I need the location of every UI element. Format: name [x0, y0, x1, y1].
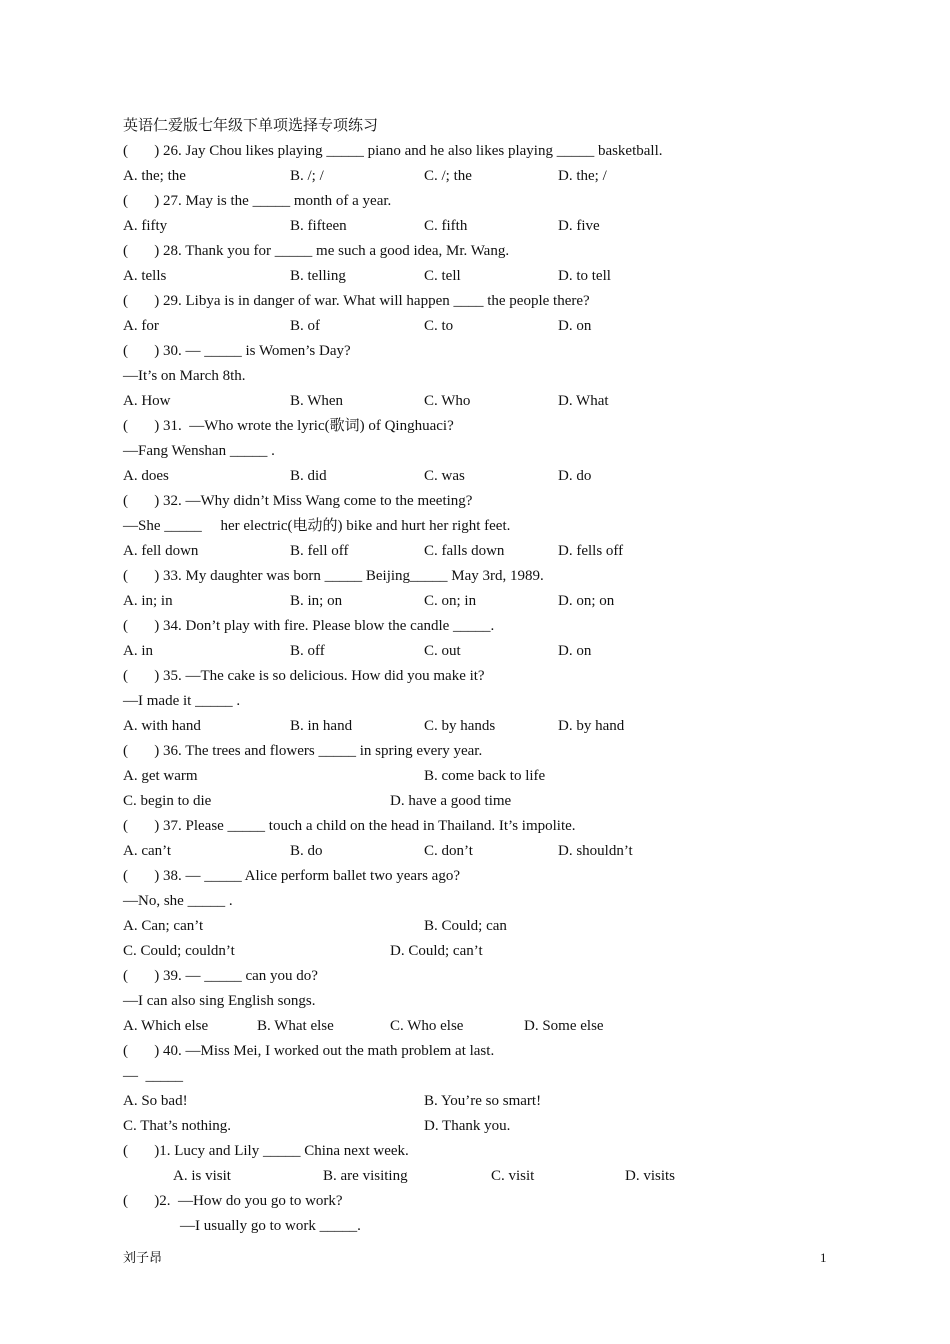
option-d: D. Thank you. [424, 1118, 511, 1134]
option-a: A. Which else [123, 1018, 209, 1034]
option-b: B. fell off [290, 543, 349, 559]
option-a: A. in [123, 643, 153, 659]
question-37-options [123, 840, 633, 862]
option-c: C. fifth [424, 218, 468, 234]
question-39-reply: —I can also sing English songs. [123, 993, 316, 1009]
option-b: B. are visiting [323, 1168, 408, 1184]
question-32-stem: ( ) 32. —Why didn’t Miss Wang come to the meeting? [123, 493, 473, 509]
question-2-reply: —I usually go to work _____. [180, 1218, 361, 1234]
option-b: B. You’re so smart! [424, 1093, 542, 1109]
option-c: C. was [424, 468, 465, 484]
option-d: D. visits [625, 1168, 676, 1184]
option-d: D. on [558, 318, 592, 334]
question-29-stem: ( ) 29. Libya is in danger of war. What will happen ____ the people there? [123, 293, 590, 309]
question-36-options-row1 [123, 765, 546, 787]
option-c: C. visit [491, 1168, 535, 1184]
option-d: D. Could; can’t [390, 943, 483, 959]
option-d: D. the; / [558, 168, 607, 184]
option-b: B. fifteen [290, 218, 347, 234]
question-40-stem: ( ) 40. —Miss Mei, I worked out the math problem at last. [123, 1043, 495, 1059]
option-d: D. on; on [558, 593, 615, 609]
option-d: D. fells off [558, 543, 624, 559]
option-d: D. do [558, 468, 592, 484]
option-c: C. That’s nothing. [123, 1118, 232, 1134]
question-35-stem: ( ) 35. —The cake is so delicious. How did you make it? [123, 668, 485, 684]
question-28-stem: ( ) 28. Thank you for _____ me such a good idea, Mr. Wang. [123, 243, 510, 259]
footer-author: 刘子昂 [123, 1250, 163, 1265]
option-d: D. have a good time [390, 793, 512, 809]
option-b: B. off [290, 643, 325, 659]
option-a: A. the; the [123, 168, 186, 184]
option-c: C. Who else [390, 1018, 464, 1034]
question-40-reply: — _____ [123, 1068, 183, 1084]
option-c: C. falls down [424, 543, 505, 559]
question-28-options [123, 265, 611, 287]
option-c: C. on; in [424, 593, 477, 609]
option-c: C. by hands [424, 718, 496, 734]
option-b: B. of [290, 318, 320, 334]
question-1-options [123, 1165, 676, 1187]
question-36-options-row2 [123, 790, 512, 812]
question-38-options-row1 [123, 915, 507, 937]
question-39-options [123, 1015, 604, 1037]
option-b: B. in hand [290, 718, 353, 734]
option-c: C. Who [424, 393, 471, 409]
question-35-options [123, 715, 625, 737]
question-27-stem: ( ) 27. May is the _____ month of a year. [123, 193, 392, 209]
question-31-stem: ( ) 31. —Who wrote the lyric(歌词) of Qinghuaci? [123, 418, 454, 434]
option-c: C. Could; couldn’t [123, 943, 235, 959]
option-d: D. Some else [524, 1018, 604, 1034]
question-1-stem: ( )1. Lucy and Lily _____ China next week. [123, 1143, 409, 1159]
option-c: C. to [424, 318, 454, 334]
question-30-reply: —It’s on March 8th. [123, 368, 246, 384]
question-36-stem: ( ) 36. The trees and flowers _____ in spring every year. [123, 743, 483, 759]
option-a: A. is visit [173, 1168, 231, 1184]
question-27-options [123, 215, 600, 237]
option-d: D. by hand [558, 718, 625, 734]
option-a: A. So bad! [123, 1093, 188, 1109]
option-a: A. can’t [123, 843, 172, 859]
option-c: C. don’t [424, 843, 473, 859]
option-b: B. do [290, 843, 323, 859]
page-number: 1 [820, 1250, 827, 1265]
option-a: A. tells [123, 268, 167, 284]
question-35-reply: —I made it _____ . [123, 693, 241, 709]
option-d: D. five [558, 218, 600, 234]
option-d: D. on [558, 643, 592, 659]
option-a: A. in; in [123, 593, 173, 609]
question-31-options [123, 465, 592, 487]
option-b: B. Could; can [424, 918, 507, 934]
question-32-options [123, 540, 624, 562]
question-39-stem: ( ) 39. — _____ can you do? [123, 968, 318, 984]
question-38-reply: —No, she _____ . [123, 893, 233, 909]
option-b: B. telling [290, 268, 346, 284]
question-30-options [123, 390, 609, 412]
question-30-stem: ( ) 30. — _____ is Women’s Day? [123, 343, 351, 359]
question-34-stem: ( ) 34. Don’t play with fire. Please blow the candle _____. [123, 618, 495, 634]
document-title: 英语仁爱版七年级下单项选择专项练习 [123, 118, 379, 134]
option-b: B. in; on [290, 593, 343, 609]
question-33-stem: ( ) 33. My daughter was born _____ Beijing_____ May 3rd, 1989. [123, 568, 544, 584]
option-b: B. come back to life [424, 768, 546, 784]
option-c: C. tell [424, 268, 461, 284]
option-c: C. out [424, 643, 461, 659]
question-40-options-row1 [123, 1090, 542, 1112]
question-31-reply: —Fang Wenshan _____ . [123, 443, 275, 459]
question-26-options [123, 165, 607, 187]
option-c: C. begin to die [123, 793, 212, 809]
option-a: A. fell down [123, 543, 199, 559]
option-b: B. /; / [290, 168, 324, 184]
option-d: D. shouldn’t [558, 843, 633, 859]
option-a: A. does [123, 468, 169, 484]
question-37-stem: ( ) 37. Please _____ touch a child on the head in Thailand. It’s impolite. [123, 818, 576, 834]
option-a: A. with hand [123, 718, 201, 734]
question-26-stem: ( ) 26. Jay Chou likes playing _____ piano and he also likes playing _____ basketball. [123, 143, 663, 159]
option-a: A. How [123, 393, 171, 409]
option-b: B. did [290, 468, 327, 484]
question-32-reply: —She _____ her electric(电动的) bike and hurt her right feet. [123, 518, 511, 534]
question-2-stem: ( )2. —How do you go to work? [123, 1193, 343, 1209]
question-33-options [123, 590, 615, 612]
option-d: D. What [558, 393, 609, 409]
option-a: A. get warm [123, 768, 198, 784]
question-40-options-row2 [123, 1115, 511, 1137]
question-38-stem: ( ) 38. — _____ Alice perform ballet two years ago? [123, 868, 460, 884]
option-a: A. fifty [123, 218, 168, 234]
question-38-options-row2 [123, 940, 483, 962]
option-c: C. /; the [424, 168, 472, 184]
option-d: D. to tell [558, 268, 611, 284]
option-b: B. What else [257, 1018, 334, 1034]
question-29-options [123, 315, 592, 337]
option-a: A. for [123, 318, 159, 334]
option-a: A. Can; can’t [123, 918, 204, 934]
option-b: B. When [290, 393, 344, 409]
question-34-options [123, 640, 592, 662]
